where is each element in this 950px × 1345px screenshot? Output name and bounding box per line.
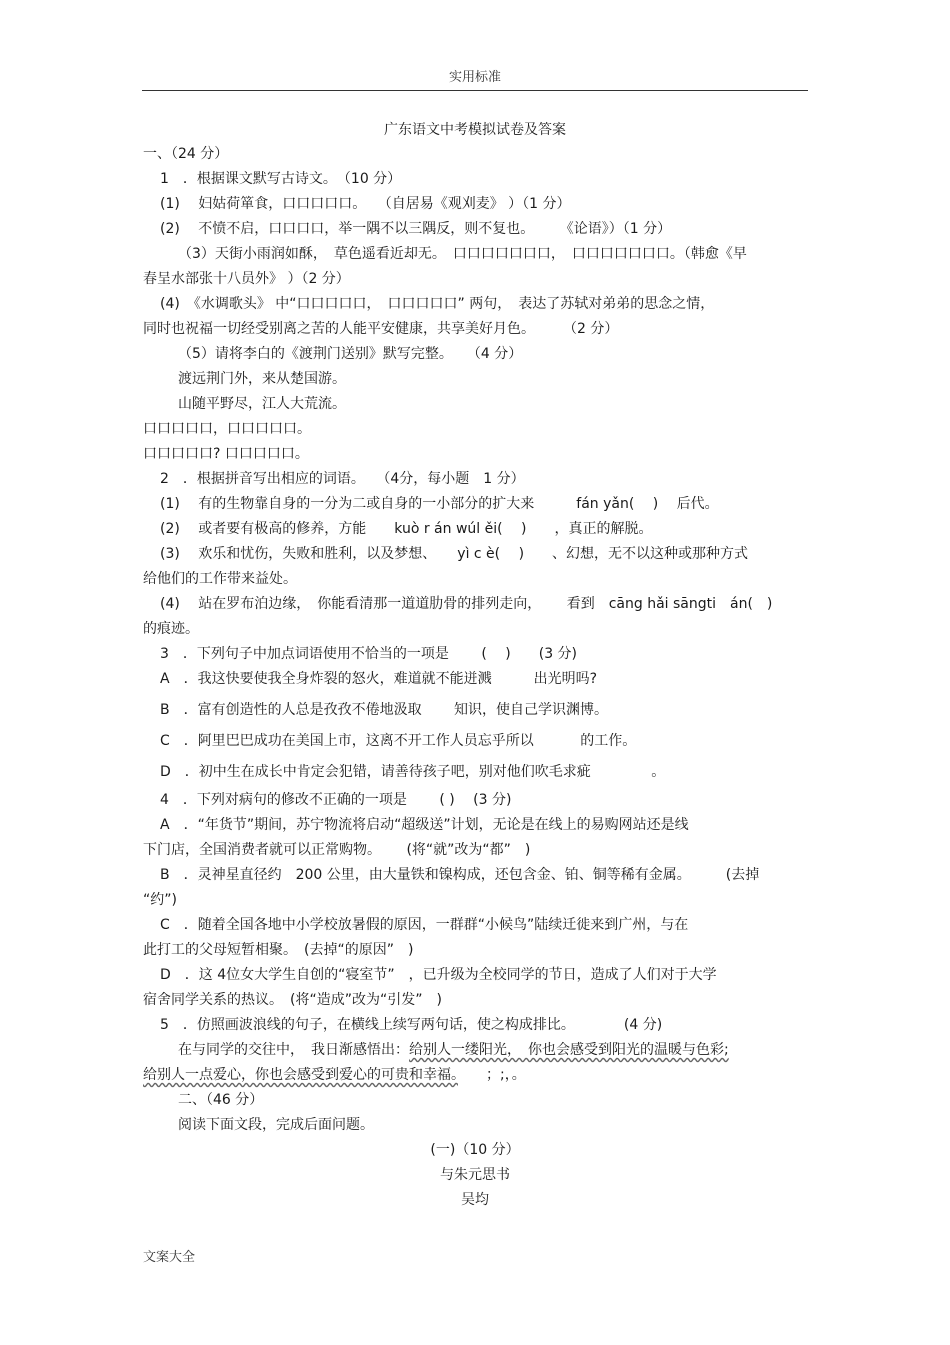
text-line: D ．这 4位女大学生自创的“寝室节” ，已升级为全校同学的节日，造成了人们对于大学 (160, 967, 717, 983)
text-line: 3 ．下列句子中加点词语使用不恰当的一项是 ( ) (3 分) (160, 646, 578, 662)
text-line: 广东语文中考模拟试卷及答案 (384, 122, 566, 138)
q5-wavy-sentence-1: 给别人一缕阳光， 你也会感受到阳光的温暖与色彩; (409, 1042, 729, 1058)
subsection-heading: (一)（10 分） (430, 1142, 520, 1158)
text-line: 口口口口口，口口口口口。 (143, 421, 311, 437)
text-line: (2) 不愤不启，口口口口，举一隅不以三隅反，则不复也。 《论语》）（1 分） (160, 221, 672, 237)
text-line: (1) 有的生物靠自身的一分为二或自身的一小部分的扩大来 fán yǎn( ) 后代。 (160, 496, 719, 512)
q5-wavy-sentence-2: 给别人一点爱心，你也会感受到爱心的可贵和幸福。 (143, 1067, 458, 1083)
text-line: C ．随着全国各地中小学校放暑假的原因，一群群“小候鸟”陆续迁徙来到广州，与在 (160, 917, 689, 933)
text-line: 一、（24 分） (143, 146, 229, 162)
q5-intro-line (178, 1040, 846, 1060)
text-line: 同时也祝福一切经受别离之苦的人能平安健康，共享美好月色。 （2 分） (143, 321, 619, 337)
text-line: (2) 或者要有极高的修养，方能 kuò r án wúl ěi( ) ，真正的解脱。 (160, 521, 653, 537)
poem-title: 与朱元思书 (440, 1167, 510, 1183)
text-line: 口口口口口? 口口口口口。 (143, 446, 309, 462)
page-header: 实用标准 (448, 70, 501, 85)
text-line: B ．灵神星直径约 200 公里，由大量铁和镍构成，还包含金、铂、铜等稀有金属。 (去掉 (160, 867, 760, 883)
text-line: 渡远荆门外，来从楚国游。 (178, 371, 346, 387)
section-two-heading: 二、（46 分） (178, 1092, 264, 1108)
text-line: 4 ．下列对病句的修改不正确的一项是 ( ) (3 分) (160, 792, 512, 808)
text-line: (1) 妇姑荷箪食，口口口口口。 （自居易《观刈麦》 ）（1 分） (160, 196, 571, 212)
text-line: (4) 《水调歌头》 中“口口口口口， 口口口口口” 两句， 表达了苏轼对弟弟的思念之情， (160, 296, 715, 312)
text-line: 山随平野尽，江人大荒流。 (178, 396, 346, 412)
text-line: A ．我这快要使我全身炸裂的怒火，难道就不能迸溅 出光明吗? (160, 671, 598, 687)
text-line: 给他们的工作带来益处。 (143, 571, 297, 587)
text-line: 宿舍同学关系的热议。 (将“造成”改为“引发” ) (143, 992, 442, 1008)
text-line: （5）请将李白的《渡荆门送别》默写完整。 （4 分） (178, 346, 523, 362)
q5-answer-blank: ；;，。 (458, 1067, 526, 1083)
page-footer: 文案大全 (143, 1250, 196, 1265)
text-line: (4) 站在罗布泊边缘， 你能看清那一道道肋骨的排列走向， 看到 cāng hǎi sāngti án( ) (160, 596, 773, 612)
text-line: 2 ．根据拼音写出相应的词语。 （4分，每小题 1 分） (160, 471, 525, 487)
text-line: 下门店，全国消费者就可以正常购物。 (将“就”改为“都” ) (143, 842, 531, 858)
text-line: C ．阿里巴巴成功在美国上市，这离不开工作人员忘乎所以 的工作。 (160, 733, 637, 749)
text-line: 此打工的父母短暂相聚。 (去掉“的原因” ) (143, 942, 414, 958)
text-line: 的痕迹。 (143, 621, 199, 637)
text-line: 春呈水部张十八员外》 ）（2 分） (143, 271, 350, 287)
text-line: （3）天街小雨润如酥， 草色遥看近却无。 口口口口口口口， 口口口口口口口。（韩愈《早 (178, 246, 747, 262)
header-rule (142, 90, 808, 91)
text-line: “约”) (143, 892, 177, 908)
text-line: 5 ．仿照画波浪线的句子，在横线上续写两句话，使之构成排比。 (4 分) (160, 1017, 663, 1033)
reading-instruction: 阅读下面文段，完成后面问题。 (178, 1117, 374, 1133)
text-line: B ．富有创造性的人总是孜孜不倦地汲取 知识，使自己学识渊博。 (160, 702, 609, 718)
poem-author: 吴均 (461, 1192, 489, 1208)
text-line: (3) 欢乐和忧伤，失败和胜利，以及梦想、 yì c è( ) 、幻想，无不以这种或那种方式 (160, 546, 749, 562)
q5-second-line (143, 1065, 811, 1085)
text-line: 1 ．根据课文默写古诗文。 （10 分） (160, 171, 402, 187)
text-line: D ．初中生在成长中肯定会犯错，请善待孩子吧，别对他们吹毛求疵 。 (160, 764, 666, 780)
text-line: A ．“年货节”期间，苏宁物流将启动“超级送”计划，无论是在线上的易购网站还是线 (160, 817, 689, 833)
q5-intro: 在与同学的交往中， 我日渐感悟出： (178, 1042, 409, 1058)
